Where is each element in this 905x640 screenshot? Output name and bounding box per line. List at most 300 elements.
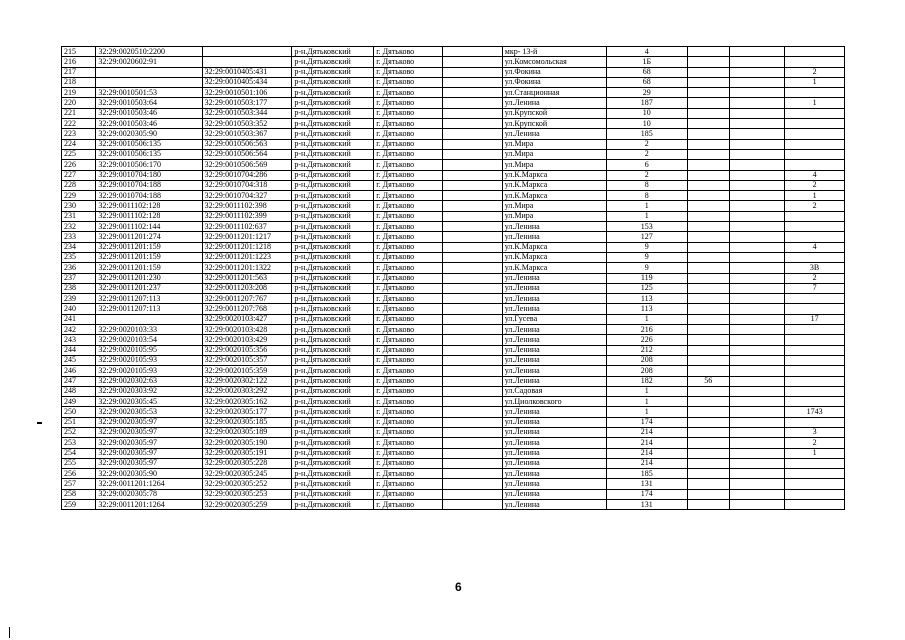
- table-cell: 17: [785, 314, 845, 324]
- table-cell: 32:29:0020305:185: [202, 417, 292, 427]
- table-cell: 32:29:0011102:144: [96, 222, 202, 232]
- table-cell: [687, 252, 729, 262]
- table-cell: [687, 407, 729, 417]
- table-cell: р-н.Дятьковский: [292, 427, 374, 437]
- table-cell: 131: [606, 479, 687, 489]
- table-cell: [729, 57, 784, 67]
- table-cell: ул.К.Маркса: [502, 252, 606, 262]
- table-cell: 32:29:0011201:159: [96, 242, 202, 252]
- table-cell: ул.Ленина: [502, 469, 606, 479]
- table-cell: [442, 263, 502, 273]
- table-cell: [785, 325, 845, 335]
- table-row: [62, 47, 845, 57]
- table-cell: [687, 263, 729, 273]
- table-cell: ул.Ленина: [502, 376, 606, 386]
- table-cell: р-н.Дятьковский: [292, 314, 374, 324]
- table-cell: 187: [606, 98, 687, 108]
- table-cell: 32:29:0020105:93: [96, 355, 202, 365]
- table-cell: 32:29:0010503:46: [96, 108, 202, 118]
- table-cell: [785, 222, 845, 232]
- table-cell: [729, 335, 784, 345]
- table-row: [62, 376, 845, 386]
- table-cell: [687, 211, 729, 221]
- table-cell: ул.Ленина: [502, 427, 606, 437]
- table-cell: 8: [606, 191, 687, 201]
- table-cell: 1: [785, 191, 845, 201]
- table-row: [62, 417, 845, 427]
- table-cell: [442, 489, 502, 499]
- table-cell: [687, 417, 729, 427]
- table-cell: 56: [687, 376, 729, 386]
- table-cell: [687, 427, 729, 437]
- table-cell: ул.Станционная: [502, 88, 606, 98]
- table-cell: [729, 273, 784, 283]
- table-cell: [785, 119, 845, 129]
- table-cell: 32:29:0010503:177: [202, 98, 292, 108]
- table-row: [62, 325, 845, 335]
- table-cell: [687, 232, 729, 242]
- table-cell: 240: [62, 304, 96, 314]
- table-cell: 32:29:0020305:97: [96, 427, 202, 437]
- table-cell: [442, 252, 502, 262]
- table-cell: [729, 376, 784, 386]
- table-cell: 222: [62, 119, 96, 129]
- table-row: [62, 170, 845, 180]
- table-cell: р-н.Дятьковский: [292, 345, 374, 355]
- table-cell: [442, 108, 502, 118]
- table-cell: р-н.Дятьковский: [292, 366, 374, 376]
- table-cell: [687, 458, 729, 468]
- table-cell: р-н.Дятьковский: [292, 500, 374, 510]
- table-cell: 2: [785, 180, 845, 190]
- table-cell: 1: [606, 211, 687, 221]
- table-cell: 32:29:0011201:159: [96, 263, 202, 273]
- table-cell: [729, 469, 784, 479]
- table-cell: 32:29:0020305:97: [96, 438, 202, 448]
- table-cell: [687, 67, 729, 77]
- table-cell: [687, 283, 729, 293]
- table-cell: [442, 283, 502, 293]
- table-cell: р-н.Дятьковский: [292, 335, 374, 345]
- table-cell: р-н.Дятьковский: [292, 139, 374, 149]
- table-cell: [785, 108, 845, 118]
- table-cell: 2: [785, 438, 845, 448]
- table-cell: 32:29:0020305:259: [202, 500, 292, 510]
- table-cell: ул.Ленина: [502, 294, 606, 304]
- table-cell: [687, 149, 729, 159]
- table-cell: [442, 98, 502, 108]
- table-cell: 1: [785, 448, 845, 458]
- table-cell: ул.Ленина: [502, 489, 606, 499]
- table-cell: [442, 67, 502, 77]
- table-cell: [442, 77, 502, 87]
- table-cell: [729, 252, 784, 262]
- table-cell: р-н.Дятьковский: [292, 201, 374, 211]
- table-cell: [442, 47, 502, 57]
- table-cell: [729, 386, 784, 396]
- table-cell: ул.Мира: [502, 139, 606, 149]
- table-cell: [729, 98, 784, 108]
- table-cell: 32:29:0010501:53: [96, 88, 202, 98]
- table-cell: р-н.Дятьковский: [292, 386, 374, 396]
- table-cell: 32:29:0011102:399: [202, 211, 292, 221]
- table-cell: 9: [606, 242, 687, 252]
- table-cell: р-н.Дятьковский: [292, 273, 374, 283]
- table-cell: г. Дятьково: [374, 314, 443, 324]
- table-cell: 254: [62, 448, 96, 458]
- table-cell: [729, 294, 784, 304]
- table-cell: р-н.Дятьковский: [292, 417, 374, 427]
- table-cell: ул.Мира: [502, 160, 606, 170]
- table-cell: 212: [606, 345, 687, 355]
- table-cell: ул.К.Маркса: [502, 263, 606, 273]
- table-cell: [729, 325, 784, 335]
- table-cell: 32:29:0020305:190: [202, 438, 292, 448]
- table-cell: 2: [606, 170, 687, 180]
- table-cell: 221: [62, 108, 96, 118]
- table-cell: р-н.Дятьковский: [292, 119, 374, 129]
- table-cell: [687, 170, 729, 180]
- table-cell: [729, 170, 784, 180]
- table-cell: 32:29:0010503:344: [202, 108, 292, 118]
- table-cell: ул.К.Маркса: [502, 191, 606, 201]
- table-cell: ул.Мира: [502, 149, 606, 159]
- table-cell: р-н.Дятьковский: [292, 67, 374, 77]
- table-cell: г. Дятьково: [374, 222, 443, 232]
- table-cell: [96, 77, 202, 87]
- table-cell: [729, 77, 784, 87]
- table-cell: [729, 366, 784, 376]
- table-cell: [442, 427, 502, 437]
- table-cell: 32:29:0011201:237: [96, 283, 202, 293]
- table-row: [62, 232, 845, 242]
- table-cell: 32:29:0010501:106: [202, 88, 292, 98]
- table-cell: р-н.Дятьковский: [292, 108, 374, 118]
- table-cell: 32:29:0010405:431: [202, 67, 292, 77]
- table-cell: [687, 139, 729, 149]
- table-cell: р-н.Дятьковский: [292, 263, 374, 273]
- table-cell: г. Дятьково: [374, 294, 443, 304]
- table-cell: [729, 88, 784, 98]
- table-cell: р-н.Дятьковский: [292, 469, 374, 479]
- table-cell: [729, 283, 784, 293]
- table-cell: 10: [606, 119, 687, 129]
- table-cell: [442, 304, 502, 314]
- table-cell: [442, 201, 502, 211]
- table-cell: 32:29:0020305:253: [202, 489, 292, 499]
- table-cell: г. Дятьково: [374, 211, 443, 221]
- table-cell: [729, 108, 784, 118]
- table-cell: 2: [606, 139, 687, 149]
- table-cell: 68: [606, 67, 687, 77]
- table-cell: ул.Ленина: [502, 129, 606, 139]
- table-cell: 226: [606, 335, 687, 345]
- table-cell: [729, 427, 784, 437]
- table-row: [62, 407, 845, 417]
- table-cell: г. Дятьково: [374, 325, 443, 335]
- table-cell: г. Дятьково: [374, 427, 443, 437]
- table-cell: [687, 500, 729, 510]
- table-cell: 251: [62, 417, 96, 427]
- table-cell: [785, 469, 845, 479]
- table-cell: [442, 345, 502, 355]
- table-cell: р-н.Дятьковский: [292, 458, 374, 468]
- table-cell: 229: [62, 191, 96, 201]
- table-cell: [729, 345, 784, 355]
- table-cell: 185: [606, 469, 687, 479]
- table-cell: [687, 314, 729, 324]
- table-row: [62, 57, 845, 67]
- table-cell: 32:29:0020305:177: [202, 407, 292, 417]
- table-cell: г. Дятьково: [374, 355, 443, 365]
- table-cell: [442, 448, 502, 458]
- table-cell: г. Дятьково: [374, 98, 443, 108]
- table-cell: г. Дятьково: [374, 376, 443, 386]
- table-cell: [785, 345, 845, 355]
- table-cell: г. Дятьково: [374, 108, 443, 118]
- table-cell: ул.Ленина: [502, 273, 606, 283]
- table-cell: [687, 345, 729, 355]
- table-cell: г. Дятьково: [374, 469, 443, 479]
- table-cell: 174: [606, 489, 687, 499]
- table-cell: [442, 386, 502, 396]
- table-cell: [729, 232, 784, 242]
- table-cell: 32:29:0010704:286: [202, 170, 292, 180]
- table-cell: р-н.Дятьковский: [292, 325, 374, 335]
- table-cell: 214: [606, 427, 687, 437]
- table-cell: 1: [785, 98, 845, 108]
- table-cell: р-н.Дятьковский: [292, 98, 374, 108]
- table-cell: [687, 386, 729, 396]
- table-cell: 182: [606, 376, 687, 386]
- table-cell: р-н.Дятьковский: [292, 397, 374, 407]
- table-row: [62, 273, 845, 283]
- table-cell: г. Дятьково: [374, 77, 443, 87]
- table-cell: 246: [62, 366, 96, 376]
- table-cell: 227: [62, 170, 96, 180]
- table-cell: 32:29:0011102:128: [96, 201, 202, 211]
- table-cell: [687, 304, 729, 314]
- table-row: [62, 263, 845, 273]
- table-cell: [729, 355, 784, 365]
- table-row: [62, 500, 845, 510]
- table-cell: 185: [606, 129, 687, 139]
- table-cell: [785, 232, 845, 242]
- table-cell: [687, 366, 729, 376]
- property-register-table: [61, 46, 845, 510]
- table-cell: г. Дятьково: [374, 88, 443, 98]
- table-cell: [96, 314, 202, 324]
- table-cell: 32:29:0020105:95: [96, 345, 202, 355]
- table-cell: 32:29:0010704:180: [96, 170, 202, 180]
- table-cell: 257: [62, 479, 96, 489]
- table-cell: [96, 67, 202, 77]
- table-cell: р-н.Дятьковский: [292, 160, 374, 170]
- table-cell: [785, 376, 845, 386]
- table-cell: 32:29:0011102:398: [202, 201, 292, 211]
- table-cell: 32:29:0020305:245: [202, 469, 292, 479]
- table-cell: 125: [606, 283, 687, 293]
- table-cell: [442, 211, 502, 221]
- table-row: [62, 211, 845, 221]
- table-cell: [442, 407, 502, 417]
- table-cell: ул.К.Маркса: [502, 170, 606, 180]
- table-row: [62, 386, 845, 396]
- table-row: [62, 88, 845, 98]
- table-cell: 214: [606, 448, 687, 458]
- table-cell: 113: [606, 304, 687, 314]
- table-cell: [729, 458, 784, 468]
- table-row: [62, 242, 845, 252]
- table-cell: [785, 304, 845, 314]
- table-cell: [729, 180, 784, 190]
- table-row: [62, 129, 845, 139]
- table-cell: [729, 201, 784, 211]
- table-cell: 225: [62, 149, 96, 159]
- table-cell: 32:29:0011203:208: [202, 283, 292, 293]
- table-cell: [442, 129, 502, 139]
- table-cell: ул.Ленина: [502, 325, 606, 335]
- table-cell: г. Дятьково: [374, 67, 443, 77]
- table-cell: 32:29:0010704:318: [202, 180, 292, 190]
- table-cell: [785, 417, 845, 427]
- table-cell: 244: [62, 345, 96, 355]
- table-cell: 32:29:0020105:359: [202, 366, 292, 376]
- table-row: [62, 304, 845, 314]
- table-cell: р-н.Дятьковский: [292, 47, 374, 57]
- table-cell: [442, 469, 502, 479]
- table-cell: ул.К.Маркса: [502, 242, 606, 252]
- table-cell: 10: [606, 108, 687, 118]
- table-cell: ул.Ленина: [502, 500, 606, 510]
- table-cell: г. Дятьково: [374, 47, 443, 57]
- table-cell: г. Дятьково: [374, 119, 443, 129]
- table-cell: р-н.Дятьковский: [292, 283, 374, 293]
- table-cell: [729, 397, 784, 407]
- table-cell: 32:29:0020305:162: [202, 397, 292, 407]
- table-cell: [202, 47, 292, 57]
- table-cell: г. Дятьково: [374, 191, 443, 201]
- table-cell: ул.Ленина: [502, 458, 606, 468]
- table-cell: 208: [606, 366, 687, 376]
- table-cell: [687, 57, 729, 67]
- table-row: [62, 479, 845, 489]
- table-cell: 230: [62, 201, 96, 211]
- table-cell: 32:29:0020103:33: [96, 325, 202, 335]
- table-cell: 259: [62, 500, 96, 510]
- table-cell: 32:29:0011207:113: [96, 304, 202, 314]
- table-cell: 32:29:0020302:63: [96, 376, 202, 386]
- table-cell: [687, 479, 729, 489]
- table-cell: 1: [606, 397, 687, 407]
- table-cell: 32:29:0010506:170: [96, 160, 202, 170]
- table-cell: 32:29:0010405:434: [202, 77, 292, 87]
- table-cell: [687, 448, 729, 458]
- table-cell: 235: [62, 252, 96, 262]
- table-row: [62, 191, 845, 201]
- table-cell: ул.Ленина: [502, 304, 606, 314]
- table-row: [62, 355, 845, 365]
- table-cell: 2: [606, 149, 687, 159]
- table-row: [62, 345, 845, 355]
- table-cell: р-н.Дятьковский: [292, 191, 374, 201]
- table-cell: [729, 304, 784, 314]
- table-cell: р-н.Дятьковский: [292, 77, 374, 87]
- table-cell: 32:29:0011201:1223: [202, 252, 292, 262]
- table-row: [62, 98, 845, 108]
- table-cell: 32:29:0011201:159: [96, 252, 202, 262]
- table-cell: [785, 252, 845, 262]
- table-cell: 32:29:0010704:188: [96, 191, 202, 201]
- table-cell: [785, 139, 845, 149]
- table-cell: ул.Циолковского: [502, 397, 606, 407]
- table-cell: [729, 489, 784, 499]
- table-row: [62, 160, 845, 170]
- table-cell: [729, 211, 784, 221]
- table-cell: 32:29:0011207:768: [202, 304, 292, 314]
- table-row: [62, 469, 845, 479]
- table-cell: [442, 458, 502, 468]
- table-cell: 250: [62, 407, 96, 417]
- table-cell: 1: [606, 201, 687, 211]
- table-cell: 32:29:0010506:135: [96, 139, 202, 149]
- table-cell: 32:29:0020302:122: [202, 376, 292, 386]
- table-cell: 32:29:0010506:569: [202, 160, 292, 170]
- table-cell: 215: [62, 47, 96, 57]
- table-cell: г. Дятьково: [374, 335, 443, 345]
- table-cell: [442, 222, 502, 232]
- table-cell: 258: [62, 489, 96, 499]
- table-cell: 32:29:0010704:188: [96, 180, 202, 190]
- table-cell: ул.Ленина: [502, 335, 606, 345]
- table-cell: [442, 273, 502, 283]
- table-cell: [729, 417, 784, 427]
- table-cell: [442, 191, 502, 201]
- table-cell: [687, 242, 729, 252]
- table-cell: р-н.Дятьковский: [292, 149, 374, 159]
- table-cell: [687, 335, 729, 345]
- table-cell: 68: [606, 77, 687, 87]
- table-row: [62, 294, 845, 304]
- table-cell: 252: [62, 427, 96, 437]
- table-cell: 247: [62, 376, 96, 386]
- table-cell: 243: [62, 335, 96, 345]
- table-cell: [729, 160, 784, 170]
- table-cell: г. Дятьково: [374, 304, 443, 314]
- table-cell: р-н.Дятьковский: [292, 479, 374, 489]
- table-cell: р-н.Дятьковский: [292, 304, 374, 314]
- table-cell: р-н.Дятьковский: [292, 211, 374, 221]
- table-cell: [442, 438, 502, 448]
- table-row: [62, 108, 845, 118]
- table-cell: [687, 98, 729, 108]
- table-cell: 214: [606, 458, 687, 468]
- table-cell: 32:29:0020103:54: [96, 335, 202, 345]
- table-cell: [442, 170, 502, 180]
- table-cell: ул.Фокина: [502, 77, 606, 87]
- table-cell: [785, 366, 845, 376]
- table-cell: р-н.Дятьковский: [292, 489, 374, 499]
- table-cell: 153: [606, 222, 687, 232]
- table-cell: 32:29:0020305:191: [202, 448, 292, 458]
- table-cell: [687, 222, 729, 232]
- table-cell: 32:29:0011201:1322: [202, 263, 292, 273]
- table-row: [62, 139, 845, 149]
- table-cell: 32:29:0020305:97: [96, 417, 202, 427]
- table-row: [62, 77, 845, 87]
- table-cell: [687, 77, 729, 87]
- table-cell: 245: [62, 355, 96, 365]
